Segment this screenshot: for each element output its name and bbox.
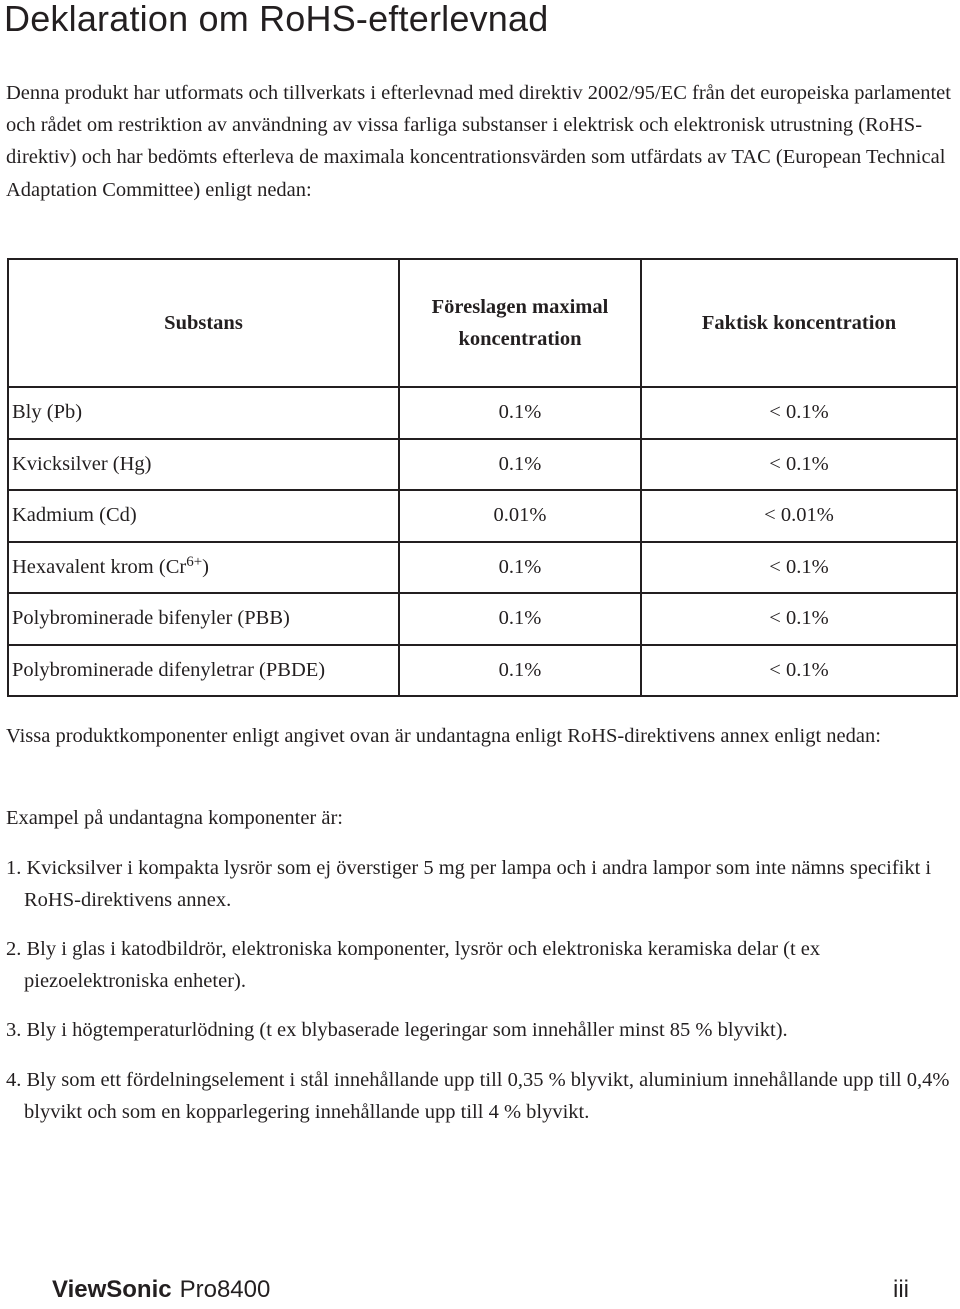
page-title: Deklaration om RoHS-efterlevnad [4,0,549,39]
cell-substance: Bly (Pb) [8,387,399,439]
examples-heading: Exampel på undantagna komponenter är: [6,807,343,829]
cell-proposed: 0.1% [399,593,641,645]
cell-actual: < 0.1% [641,542,957,594]
exemption-item: 3. Bly i högtemperaturlödning (t ex blybaserade legeringar som innehåller minst 85 % blyvikt). [6,1019,788,1041]
table-row [8,490,957,542]
model-name: Pro8400 [179,1276,271,1303]
cell-actual: < 0.1% [641,439,957,491]
superscript-charge: 6+ [186,553,203,570]
header-actual: Faktisk koncentration [641,259,957,387]
cell-substance: Polybrominerade difenyletrar (PBDE) [8,645,399,697]
table-row [8,542,957,594]
substance-text-end: ) [202,555,209,578]
header-proposed: Föreslagen maximal koncentration [399,259,641,387]
cell-actual: < 0.1% [641,387,957,439]
table-row [8,593,957,645]
cell-proposed: 0.1% [399,645,641,697]
rohs-table [7,258,958,697]
header-substance: Substans [8,259,399,387]
cell-substance [8,542,399,594]
exempt-note: Vissa produktkomponenter enligt angivet ovan är undantagna enligt RoHS-direktivens annex enligt nedan: [6,725,881,747]
cell-proposed: 0.1% [399,439,641,491]
intro-paragraph: Denna produkt har utformats och tillverkats i efterlevnad med direktiv 2002/95/EC från det europeiska parlamentet och rådet om restriktion av användning av vissa farliga substanser i elektrisk och elektronisk utrustning (RoHS-direktiv) och har bedömts efterleva de maximala koncentrationsvärden som utfärdats av TAC (European Technical Adaptation Committee) enligt nedan: [6,82,951,201]
exemption-item: 1. Kvicksilver i kompakta lysrör som ej överstiger 5 mg per lampa och i andra lampor som inte nämns specifikt i RoHS-direktivens annex. [6,857,932,912]
table-row [8,439,957,491]
brand-name: ViewSonic [52,1276,172,1303]
table-header-row [8,259,957,387]
page-number: iii [893,1276,909,1303]
cell-substance: Kvicksilver (Hg) [8,439,399,491]
exemption-item: 4. Bly som ett fördelningselement i stål innehållande upp till 0,35 % blyvikt, aluminium innehållande upp till 0,4% blyvikt och som en kopparlegering innehållande upp till 4 % blyvikt. [6,1069,950,1124]
footer [52,1276,270,1304]
cell-substance: Kadmium (Cd) [8,490,399,542]
substance-text: Hexavalent krom (Cr [12,555,187,578]
cell-proposed: 0.1% [399,387,641,439]
cell-proposed: 0.1% [399,542,641,594]
cell-actual: < 0.01% [641,490,957,542]
cell-actual: < 0.1% [641,593,957,645]
exemption-item: 2. Bly i glas i katodbildrör, elektroniska komponenter, lysrör och elektroniska keramiska delar (t ex piezoelektroniska enheter). [6,938,821,993]
cell-substance: Polybrominerade bifenyler (PBB) [8,593,399,645]
cell-proposed: 0.01% [399,490,641,542]
table-row [8,387,957,439]
table-row [8,645,957,697]
cell-actual: < 0.1% [641,645,957,697]
